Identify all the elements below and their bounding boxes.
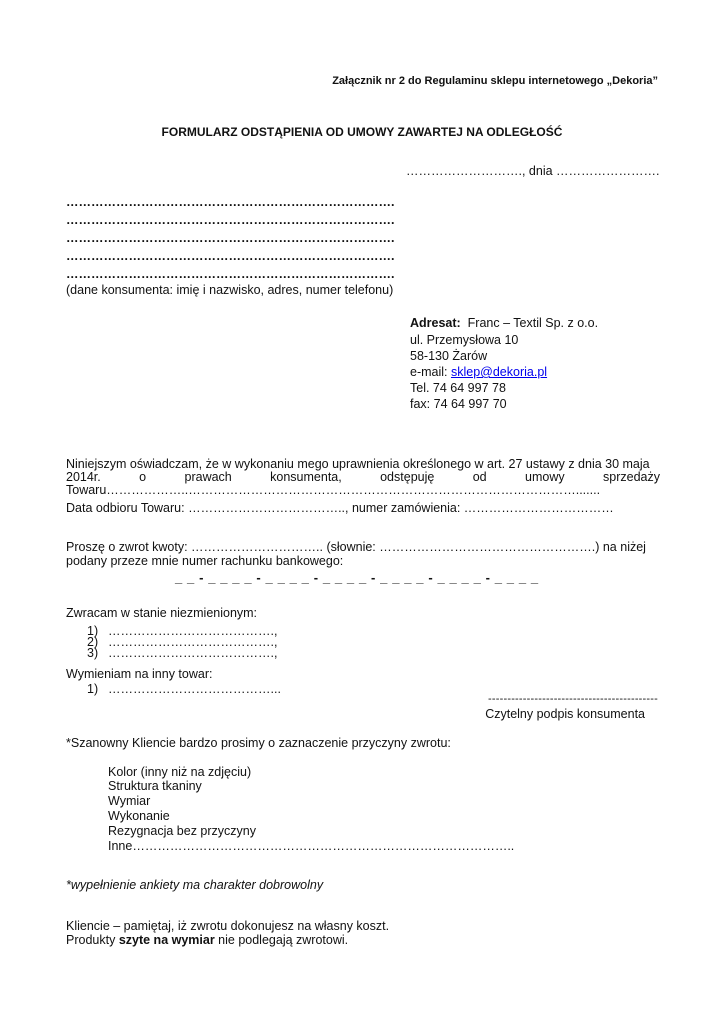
- declaration-word: od: [472, 470, 487, 484]
- exchange-item-field[interactable]: …………………………………...: [108, 682, 281, 696]
- consumer-line[interactable]: …………………………………………………………………….: [66, 213, 395, 227]
- return-item-num: 1): [87, 624, 99, 638]
- reason-option[interactable]: Struktura tkaniny: [108, 779, 202, 793]
- page-title: FORMULARZ ODSTĄPIENIA OD UMOWY ZAWARTEJ NA ODLEGŁOŚĆ: [161, 125, 563, 139]
- reasons-heading: *Szanowny Kliencie bardzo prosimy o zaznaczenie przyczyny zwrotu:: [66, 736, 451, 750]
- return-item-num: 3): [87, 646, 99, 660]
- footer-text-b: nie podlegają zwrotowi.: [214, 933, 349, 947]
- declaration-word: konsumenta,: [270, 470, 342, 484]
- declaration-word: umowy: [525, 470, 565, 484]
- signature-caption: Czytelny podpis konsumenta: [485, 707, 645, 721]
- addressee-company-line: [410, 316, 598, 332]
- addressee-tel: Tel. 74 64 997 78: [410, 381, 506, 395]
- addressee-company: Franc – Textil Sp. z o.o.: [467, 316, 599, 330]
- bank-account-field[interactable]: _ _ - _ _ _ _ - _ _ _ _ - _ _ _ _ - _ _ _ _ - _ _ _ _ - _ _ _ _: [175, 570, 539, 585]
- return-heading: Zwracam w stanie niezmienionym:: [66, 606, 258, 620]
- declaration-word: o: [139, 470, 147, 484]
- addressee-street: ul. Przemysłowa 10: [410, 333, 519, 347]
- email-link[interactable]: sklep@dekoria.pl: [450, 365, 548, 379]
- consumer-caption: (dane konsumenta: imię i nazwisko, adres, numer telefonu): [66, 283, 394, 297]
- declaration-word: odstępuję: [380, 470, 435, 484]
- refund-amount-field[interactable]: Proszę o zwrot kwoty: ………………………….. (słownie: …………………………………………….) na niżej: [66, 540, 646, 554]
- consumer-line[interactable]: …………………………………………………………………….: [66, 231, 395, 245]
- addressee-label: Adresat:: [410, 316, 461, 330]
- receipt-date-order-field[interactable]: Data odbioru Towaru: ……………………………….., numer zamówienia: ………………………………: [66, 501, 614, 515]
- footer-cost-note: Kliencie – pamiętaj, iż zwrotu dokonujesz na własny koszt.: [66, 919, 390, 933]
- return-item-field[interactable]: ………………………………….,: [108, 646, 278, 660]
- addressee-city: 58-130 Żarów: [410, 349, 488, 363]
- declaration-word: 2014r.: [66, 470, 101, 484]
- signature-line[interactable]: --------------------------------------------: [488, 693, 658, 705]
- declaration-line-1: Niniejszym oświadczam, że w wykonaniu mego uprawnienia określonego w art. 27 ustawy z dnia 30 maja: [66, 457, 650, 471]
- consumer-line[interactable]: …………………………………………………………………….: [66, 267, 395, 281]
- declaration-word: prawach: [184, 470, 232, 484]
- addressee-email-line: [410, 365, 547, 381]
- goods-field[interactable]: Towaru………………..………………………………………………………………………………….......: [66, 483, 601, 497]
- consumer-line[interactable]: …………………………………………………………………….: [66, 249, 395, 263]
- refund-account-caption: podany przeze mnie numer rachunku bankowego:: [66, 554, 344, 568]
- reason-option[interactable]: Wykonanie: [108, 809, 170, 823]
- reason-option[interactable]: Wymiar: [108, 794, 151, 808]
- survey-note: *wypełnienie ankiety ma charakter dobrowolny: [66, 878, 324, 892]
- annex-note: Załącznik nr 2 do Regulaminu sklepu internetowego „Dekoria”: [332, 75, 658, 87]
- return-item-num: 2): [87, 635, 99, 649]
- footer-text-bold: szyte na wymiar: [118, 933, 215, 947]
- exchange-item-num: 1): [87, 682, 99, 696]
- email-label: e-mail:: [410, 365, 451, 379]
- addressee-fax: fax: 74 64 997 70: [410, 397, 507, 411]
- place-date-field[interactable]: ………………………., dnia …………………….: [406, 164, 660, 178]
- reason-option-other[interactable]: Inne………………………………………………………………………………..: [108, 839, 515, 853]
- footer-text-a: Produkty: [66, 933, 119, 947]
- declaration-word: sprzedaży: [603, 470, 660, 484]
- exchange-heading: Wymieniam na inny towar:: [66, 667, 213, 681]
- return-item-field[interactable]: ………………………………….,: [108, 635, 278, 649]
- return-item-field[interactable]: ………………………………….,: [108, 624, 278, 638]
- footer-custom-note: [66, 933, 348, 949]
- consumer-line[interactable]: …………………………………………………………………….: [66, 195, 395, 209]
- reason-option[interactable]: Kolor (inny niż na zdjęciu): [108, 765, 252, 779]
- reason-option[interactable]: Rezygnacja bez przyczyny: [108, 824, 256, 838]
